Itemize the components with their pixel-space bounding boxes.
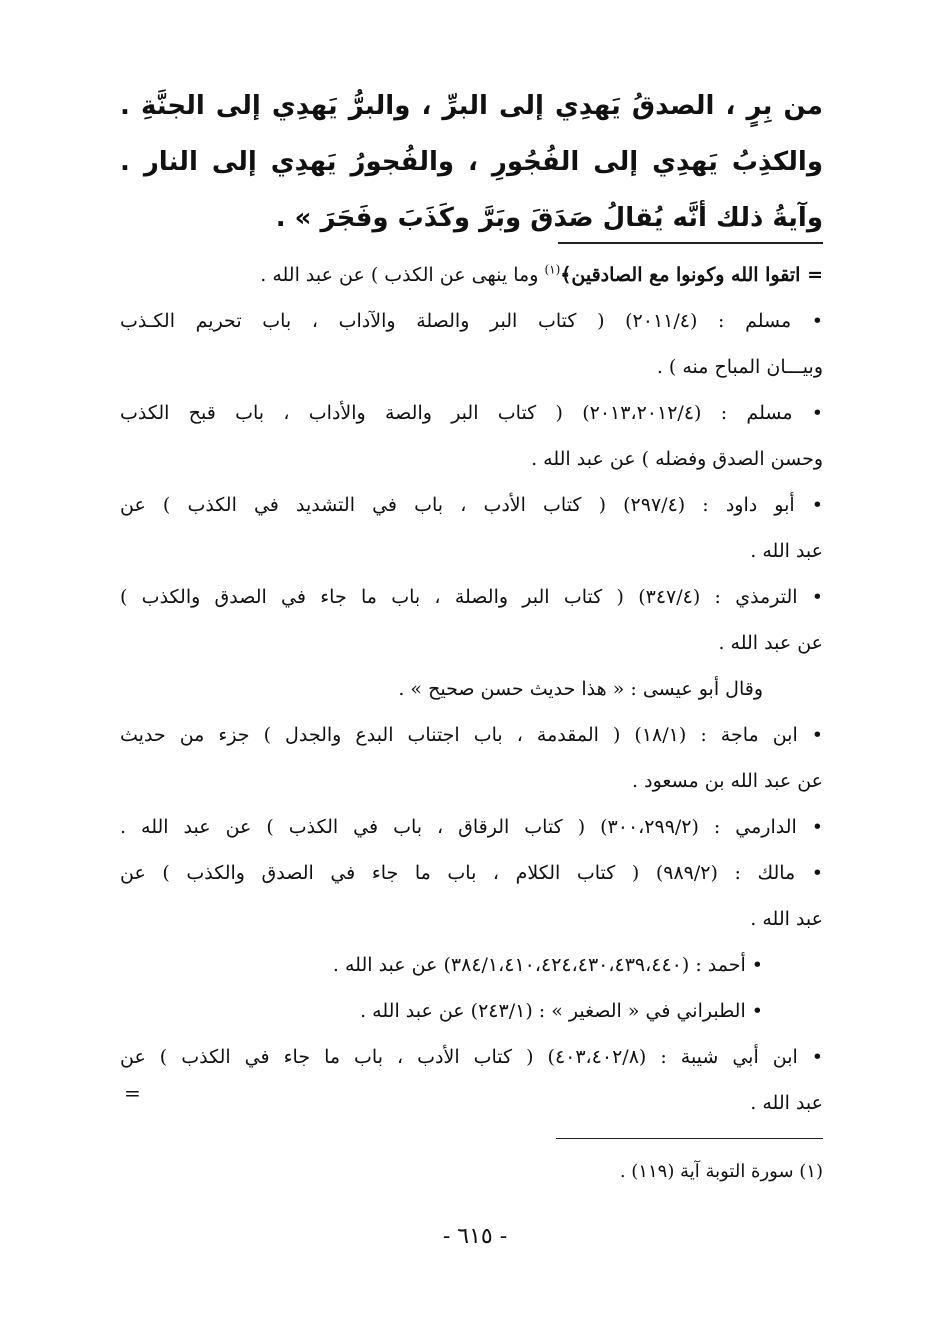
- citation-ibn-abi-shaybah-cont: عبد الله .: [750, 1092, 823, 1114]
- footnote-ref: (١): [544, 262, 561, 277]
- footnote-divider: [556, 1138, 823, 1139]
- continuation-mark: =: [124, 1081, 141, 1105]
- citation-malik-cont: عبد الله .: [750, 908, 823, 930]
- citation-darimi: • الدارمي : (٣٠٠،٢٩٩/٢) ( كتاب الرقاق ، باب في الكذب ) عن عبد الله .: [120, 816, 823, 838]
- citation-abu-dawud-cont: عبد الله .: [750, 540, 823, 562]
- citation-tirmidhi: • الترمذي : (٣٤٧/٤) ( كتاب البر والصلة ، باب ما جاء في الصدق والكذب ): [120, 586, 823, 608]
- main-hadith-text: من بِرٍ ، الصدقُ يَهدِي إلى البرِّ ، والبرُّ يَهدِي إلى الجنَّةِ . والكذِبُ يَهدِي إلى الفُجُورِ ، والفُجورُ يَهدِي إلى النار . وآيةُ ذلك أنَّه يُقالُ صَدَقَ وبَرَّ وكَذَبَ وفَجَرَ » .: [120, 91, 823, 233]
- citation-tabarani: • الطبراني في « الصغير » : (٢٤٣/١) عن عبد الله .: [360, 1000, 763, 1022]
- top-divider: [558, 242, 823, 244]
- page-number: - ٦١٥ -: [442, 1224, 508, 1249]
- verse-trailing-text: وما ينهى عن الكذب ) عن عبد الله .: [260, 264, 545, 286]
- citation-muslim-2-cont: وحسن الصدق وفضله ) عن عبد الله .: [531, 448, 823, 470]
- citation-ibn-abi-shaybah: • ابن أبي شيبة : (٤٠٣،٤٠٢/٨) ( كتاب الأدب ، باب ما جاء في الكذب ) عن: [120, 1046, 823, 1068]
- citation-ibn-majah-cont: عن عبد الله بن مسعود .: [632, 770, 823, 792]
- footnote: (١) سورة التوبة آية (١١٩) .: [619, 1161, 823, 1182]
- citation-abu-dawud: • أبو داود : (٢٩٧/٤) ( كتاب الأدب ، باب في التشديد في الكذب ) عن: [120, 494, 823, 516]
- citation-tirmidhi-cont: عن عبد الله .: [718, 632, 823, 654]
- citation-malik: • مالك : (٩٨٩/٢) ( كتاب الكلام ، باب ما جاء في الصدق والكذب ) عن: [120, 862, 823, 884]
- citation-muslim-1: • مسلم : (٢٠١١/٤) ( كتاب البر والصلة والآداب ، باب تحريم الكـذب: [120, 310, 823, 332]
- verse-reference-line: [120, 252, 823, 298]
- takhrij-notes: [120, 252, 823, 1126]
- citation-ibn-majah: • ابن ماجة : (١٨/١) ( المقدمة ، باب اجتناب البدع والجدل ) جزء من حديث: [120, 724, 823, 746]
- verse-quote: = اتقوا الله وكونوا مع الصادقين﴾: [560, 264, 823, 286]
- citation-muslim-1-cont: وبيـــان المباح منه ) .: [656, 356, 823, 378]
- abu-isa-comment: وقال أبو عيسى : « هذا حديث حسن صحيح » .: [398, 678, 763, 700]
- citation-ahmad: • أحمد : (٣٨٤/١،٤١٠،٤٢٤،٤٣٠،٤٣٩،٤٤٠) عن عبد الله .: [332, 954, 763, 976]
- citation-muslim-2: • مسلم : (٢٠١٣،٢٠١٢/٤) ( كتاب البر والصة والأداب ، باب قبح الكذب: [120, 402, 823, 424]
